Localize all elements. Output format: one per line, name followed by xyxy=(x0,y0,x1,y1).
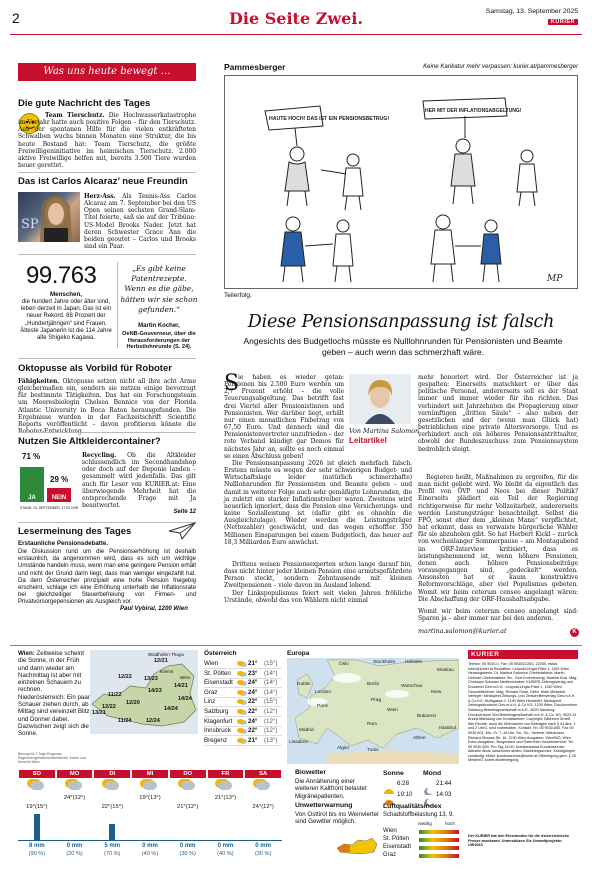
poll-nein-value: 29 % xyxy=(50,475,69,484)
letter-author: Paul Vybiral, 1200 Wien xyxy=(120,605,188,612)
city-temp: 24° xyxy=(248,679,258,687)
europe-city-label: Rom xyxy=(367,722,378,727)
city-temp-low: (15°) xyxy=(264,698,278,706)
editorial-headline: Diese Pensionsanpassung ist falsch xyxy=(247,312,555,332)
poll-text xyxy=(82,452,196,509)
forecast-rain: 0 mm xyxy=(142,843,158,849)
divider xyxy=(18,254,196,255)
luft-row xyxy=(383,852,463,859)
seven-day-forecast xyxy=(18,770,282,862)
mond-title: Mond xyxy=(423,770,442,777)
city-temp-low: (14°) xyxy=(264,679,278,687)
forecast-weather-icon xyxy=(68,781,82,790)
editorial-col3-a: mehr honoriert wird. Der Österreicher ist ja gespalten: Einerseits matschkert er über das politische Personal, andererseits soll es der Staat immer und immer wieder für ihn richten. Das verhindert seit Jahrzehnten die Propagierung einer vernünftigen „dritten Säule“ – also neben der gesetzlichen und der (wenn man Glück hat) betrieblichen eine private Altersvorsorge. Und es verhindert auch ein höheres Pensionsantrittsalter, obwohl der Bundeszuschuss zum Pensionssystem bedrohlich steigt. xyxy=(418,374,578,453)
city-name: Bregenz xyxy=(204,736,228,744)
city-temp: 21° xyxy=(248,660,258,667)
big-number: 99.763 xyxy=(26,262,97,289)
luft-row xyxy=(383,844,463,851)
map-temp: 13/23 xyxy=(144,676,158,682)
cartoon-drawing xyxy=(225,76,577,288)
city-temp-low: (13°) xyxy=(264,736,278,744)
luft-low-label: niedrig xyxy=(418,821,432,826)
forecast-day: SO xyxy=(19,770,55,778)
partly-cloudy-icon xyxy=(237,728,244,733)
number-text: die hundert Jahre oder älter sind, leben derzeit in Japan. Das ist ein neuer Rekord. 88 Prozent der „Hundertjährigen“ sind Frauen. Älteste Japanerin ist die 114 Jahre alte Shigeko Kagawa. xyxy=(20,299,112,342)
europe-city-label: Helsinki xyxy=(405,660,422,665)
partly-cloudy-icon xyxy=(237,671,244,676)
luft-city: Wien xyxy=(383,828,397,834)
robots-text xyxy=(18,378,196,435)
luft-row xyxy=(383,828,463,835)
quote-text: „Es gibt keine Patentrezepte. Wenn es die gäbe, hätten wir sie schon gefunden.“ xyxy=(120,264,198,314)
forecast-temp: 24°(12°) xyxy=(63,795,86,801)
forecast-day: DI xyxy=(94,770,130,778)
poll-ref: Seite 12 xyxy=(173,509,196,515)
forecast-day: FR xyxy=(208,770,244,778)
luft-level-bar xyxy=(419,854,459,858)
kurier-k-icon: K xyxy=(570,628,579,637)
europe-city-label: Stockholm xyxy=(373,660,396,665)
map-temp: 14/24 xyxy=(164,706,178,712)
editorial-col1-a: ie haben es wieder getan: Pensionen bis 2.500 Euro werden um 2,7 Prozent erhöht – die volle Teuerungsabgeltung. Das betrifft fast drei Viertel aller Pensionistinnen und Pensionisten. Wer darüber liegt, erhält nur einen monatlichen Fixbetrag von 67,50 Euro. Und dennoch sind die Pensionistenvertreter unzufrieden – der rote Verband kündigt gar Demos für nächstes Jahr an, sollte es noch einmal so einen Abschluss geben! xyxy=(224,374,344,460)
map-temp: 14/24 xyxy=(178,696,192,702)
weather-rule xyxy=(10,645,582,646)
svg-text:SP: SP xyxy=(21,217,39,232)
alcaraz-title: Das ist Carlos Alcaraz’ neue Freundin xyxy=(18,176,188,187)
europe-city-label: Madrid xyxy=(299,728,314,733)
city-temp: 22° xyxy=(248,727,258,735)
robots-lead: Fähigkeiten. xyxy=(18,378,60,385)
city-row xyxy=(204,689,282,698)
sunset-time: 19:10 xyxy=(397,791,413,798)
europa-title: Europa xyxy=(287,650,310,657)
weather-credit: Besorgt für 7-Tage-Prognose, Regenmenge/Wahrscheinlichkeit, Sonne und Mond ist Wien xyxy=(18,752,86,765)
city-name: St. Pölten xyxy=(204,669,231,677)
city-temp-low: (15°) xyxy=(264,660,278,667)
author-email: martina.salomon@kurier.at xyxy=(418,627,507,635)
city-temp-low: (12°) xyxy=(264,708,278,715)
alcaraz-text xyxy=(84,193,196,250)
forecast-day: MO xyxy=(57,770,93,778)
forecast-temp: 19°(15°) xyxy=(26,804,48,810)
luft-city: St. Pölten xyxy=(383,836,410,842)
editorial-col3 xyxy=(418,374,578,453)
poll-nein-label: NEIN xyxy=(51,495,67,501)
forecast-temp: 24°(12°) xyxy=(252,804,274,810)
partly-cloudy-icon xyxy=(237,661,244,666)
city-temp-low: (14°) xyxy=(264,669,278,677)
divider xyxy=(18,432,196,433)
sonne-title: Sonne xyxy=(383,770,404,777)
poll-ja-label: JA xyxy=(28,495,36,501)
good-news-title: Die gute Nachricht des Tages xyxy=(18,98,151,109)
letter-text: Die Diskussion rund um die Pensionserhöhung ist deshalb erstaunlich, da angenommen wird, dass es sich um wichtige Umstände handeln muss, wenn man eine geringere Pension erhält und nicht der Grund darin liegt, dass man weniger eingezahlt hat. Da dem Österreicher prinzipiell eine hohe Pension freigebig erscheint, schlage ich eine Erhöhung unterhalb der Inflationsrate bei gleichzeitiger Steuerbefreiung von Firmen- und Privatvorsorgepensionen als Ausgleich vor. xyxy=(18,548,196,606)
cartoon-signature: MP xyxy=(547,274,563,284)
divider xyxy=(18,358,196,359)
map-temp: 14/21 xyxy=(174,683,188,689)
partly-cloudy-icon xyxy=(237,699,244,704)
map-temp: 12/21 xyxy=(154,658,168,664)
biowetter-text: Die Annäherung einer weiteren Kaltfront belastet Migränepatienten. xyxy=(295,778,367,800)
oesterreich-title: Österreich xyxy=(204,650,237,657)
page-number: 2 xyxy=(12,10,20,26)
robots-title: Oktopusse als Vorbild für Roboter xyxy=(18,363,172,374)
topic-banner: Was uns heute bewegt … xyxy=(18,63,196,81)
europe-city-label: London xyxy=(315,690,332,695)
sign-1: HAUTE HOCH! DAS IST EIN PENSIONSBETRUG! xyxy=(269,116,390,122)
poll-body: Ob die Altkleider schlussendlich im Secondhandshop oder doch auf der Deponie landen – gesammelt wird jedenfalls. Das gilt auch für Leser von KURIER.at: Eine überwiegende Mehrheit hat die entsprechende Frage mit Ja beantwortet. xyxy=(82,452,197,510)
forecast-day: DO xyxy=(170,770,206,778)
editorial-col1-b: Die Pensionsanpassung 2026 ist gleich mehrfach falsch. Erstens müsste es wegen der sehr schwierigen Budget- und Wirtschaftslage leider (natürlich schmerzhafte) Nulllohnrunden für Pensionisten und Beamte geben – und damit in weiterer Folge auch sehr gemäßigte Lohnrunden, die ja zuletzt ein starker Inflationstreiber waren. Zweitens wird neuerlich ignoriert, dass die Pension eine Versicherungs- und keine Sozialleistung ist (dafür gibt es ohnehin die Ausgleichzulage). Wieder werden die Leistungsträger (Nettozahler) geschwächt, und das wegen erhoffter 350 Millionen Einsparungen bei einem Budgetloch, das heuer auf 18,3 Milliarden Euro anwächst. xyxy=(224,460,412,546)
europe-city-label: Istanbul xyxy=(439,726,456,731)
luft-row xyxy=(383,836,463,843)
forecast-weather-icon xyxy=(256,781,270,790)
forecast-rain: 8 mm xyxy=(29,843,45,849)
moonset-time: 14:03 xyxy=(436,791,452,798)
forecast-rain: 0 mm xyxy=(255,843,271,849)
warning-map-icon xyxy=(336,836,378,856)
europe-city-label: Lissabon xyxy=(289,740,309,745)
forecast-weather-icon xyxy=(143,781,157,790)
luft-level-bar xyxy=(419,838,459,842)
robots-body: Oktopusse setzen nicht all ihre acht Arme gleichermaßen ein, sondern sie nutzen einige bevorzugt für bestimmte Tätigkeiten. Das hat ein Forschungsteam um Meeresbiologin Chelsea Bennice von der Florida Atlantic University in Boca Raton herausgefunden. Die Ergebnisse wurden in der Fachzeitschrift Scientific Reports veröffentlicht – davon profitieren könnte die xyxy=(18,378,196,428)
brooks-nader-photo xyxy=(18,192,80,242)
sunrise-icon xyxy=(383,780,395,788)
city-temp-low: (12°) xyxy=(264,717,278,725)
sunrise-time: 6:28 xyxy=(397,780,410,787)
alcaraz-body: Als Tennis-Ass Carlos Alcaraz am 7. September bei den US Open seinen sechsten Grand-Slam-Titel feierte, saß sie auf der Tribüne: US-Model Brooks Nader. Jetzt hat deren Schwester Grace Ann die beiden geoutet – Carlos und Brooks sind ein Paar. xyxy=(84,193,197,251)
forecast-rain-probability: (30 %) xyxy=(179,851,196,857)
forecast-weather-icon xyxy=(30,781,44,790)
map-temp: 11/22 xyxy=(108,692,122,698)
partly-cloudy-icon xyxy=(237,680,244,685)
weather-austria-body: Zeitweise scheint die Sonne, in der Früh und dann wieder am Nachmittag ist aber mit einzelnen Schauern zu rechnen. Niederösterreich: Ein paar Schauer ziehen durch, ab Mittag sind vereinzelt Blitz und Donner dabei. Dazwischen zeigt sich die Sonne. xyxy=(18,650,90,738)
forecast-rain: 0 mm xyxy=(217,843,234,849)
brand-logo: KURIER xyxy=(548,19,578,25)
europe-city-label: Athen xyxy=(413,736,426,741)
city-temp: 24° xyxy=(248,717,258,725)
cartoon-frame xyxy=(224,75,578,289)
partly-cloudy-icon xyxy=(237,709,244,714)
europe-city-label: Bukarest xyxy=(417,714,436,719)
city-name: Salzburg xyxy=(204,708,229,715)
forecast-rain-bar xyxy=(109,824,115,840)
map-label: Wien xyxy=(180,675,191,680)
alcaraz-lead: Herz-Ass. xyxy=(84,193,116,200)
city-temp: 23° xyxy=(248,669,258,677)
forecast-temp: 19°(13°) xyxy=(139,795,161,801)
city-name: Klagenfurt xyxy=(204,717,233,725)
map-temp: 12/24 xyxy=(146,718,160,724)
editorial-col3-b-text: Regieren heißt, Maßnahmen zu ergreifen, für die man nicht geliebt wird. Wo bleibt da eigentlich das Profil von ÖVP und Neos bei dieser Politik? Einerseits plädiert ein Teil der Regierung richtigerweise für mehr Vollzeitarbeit, andererseits werden Leistungsträger benachteiligt. Selbst die FPÖ, sonst eher dem „kleinen Mann“ verpflichtet, hat erkannt, dass es verwaiste bürgerliche Wähler für sie abzuholen gibt. So hat Herbert Kickl – zurück von wochenlanger Sommerpause – am Montagabend im ORF-Interview kritisiert, dass es leistungshemmend ist, wenn höhere Pensionen, denen auch höhere Pensionsbeiträge vorausgegangen sind, „gedeckelt“ werden. Ansonsten hat er kaum konstruktive Reformvorschläge, aber viel Populismus geboten. Womit wir beim ceterum censeo angelangt wären: Die Abschaffung der ORF-Haushaltsabgabe. xyxy=(418,474,578,603)
luft-level-bar xyxy=(419,830,459,834)
sign-2: HER MIT DER INFLATIONSABGELTUNG! xyxy=(425,108,522,114)
forecast-rain: 0 mm xyxy=(66,843,83,849)
forecast-rain: 0 mm xyxy=(179,843,196,849)
city-row xyxy=(204,718,282,727)
editorial-col1-d: Der Linkspopulismus feiert seit vielen Jahren fröhliche Urstände, obwohl das von Wählern nicht einmal xyxy=(224,590,412,605)
cartoon-artist: Pammesberger xyxy=(224,62,286,72)
unwetter-text: Von Osttirol bis ins Weinviertel sind Gewitter möglich. xyxy=(295,811,379,826)
author-photo xyxy=(349,374,411,424)
city-name: Eisenstadt xyxy=(204,679,233,687)
city-temp: 22° xyxy=(248,708,258,715)
luft-high-label: hoch xyxy=(445,821,455,826)
impressum-brand: KURIER xyxy=(468,650,578,659)
weather-wien-label: Wien: xyxy=(18,650,35,657)
editorial-col1-c: Drittens weisen Pensionsexperten schon lange darauf hin, dass nicht hinter jeder kleinen Pension eine armutsgefährdete Person steckt, sondern Zehntausende mit kleinen Zweitpensionen – viele davon im Ausland lebend. xyxy=(224,561,412,590)
europe-city-label: Prag xyxy=(371,698,382,703)
forecast-day: SA xyxy=(245,770,281,778)
city-temp: 24° xyxy=(248,688,258,696)
header-rule xyxy=(10,34,582,35)
forecast-rain-bar xyxy=(34,814,40,840)
forecast-rain-probability: (40 %) xyxy=(141,851,159,857)
luft-level-bar xyxy=(419,846,459,850)
map-temp: 14/23 xyxy=(148,688,162,694)
partly-cloudy-icon xyxy=(237,738,244,743)
forecast-weather-icon xyxy=(105,781,119,790)
city-temp-low: (14°) xyxy=(264,688,278,696)
poll-chart xyxy=(20,452,79,510)
luft-subtitle: Schadstoffbelastung 13. 9. xyxy=(383,812,454,818)
sunset-icon xyxy=(383,791,395,799)
poll-ja-value: 71 % xyxy=(22,452,41,461)
luft-city: Eisenstadt xyxy=(383,844,412,850)
europe-city-label: Oslo xyxy=(339,662,349,667)
editorial-col1 xyxy=(224,371,344,460)
forecast-temp: 22°(15°) xyxy=(101,804,123,810)
map-temp: 12/22 xyxy=(118,674,132,680)
page-title: Die Seite Zwei. xyxy=(229,9,363,28)
editorial-kicker: Leitartikel xyxy=(349,436,387,445)
europe-city-label: Moskau xyxy=(437,668,454,673)
luft-city: Graz xyxy=(383,852,397,858)
europe-city-label: Dublin xyxy=(297,682,311,687)
letter-subtitle: Erstaunliche Pensionsdebatte. xyxy=(18,540,109,547)
forecast-weather-icon xyxy=(218,781,232,790)
europe-city-label: Berlin xyxy=(367,682,380,687)
weather-austria-text xyxy=(18,650,90,738)
map-temp: 11/24 xyxy=(118,718,132,724)
austria-map xyxy=(90,650,198,734)
unwetter-title: Unwetterwarnung xyxy=(295,802,353,809)
city-row xyxy=(204,679,282,688)
forecast-temp: 21°(13°) xyxy=(214,795,237,801)
forecast-rain-probability: (20 %) xyxy=(66,851,83,857)
editorial-col3-c xyxy=(418,608,578,622)
good-news-lead: Team Tierschutz. xyxy=(45,112,105,119)
city-temp-low: (12°) xyxy=(264,727,278,735)
city-name: Wien xyxy=(204,660,219,667)
editorial-col1-cont xyxy=(224,460,412,546)
map-label: Krems xyxy=(160,669,174,674)
author-byline: Von Martina Salomon xyxy=(349,427,420,435)
paper-plane-icon xyxy=(168,522,196,544)
editorial-subhead: Angesichts des Budgetlochs müsste es Nulllohnrunden für Pensionisten und Beamte geben – auch wenn das schmerzhaft wäre. xyxy=(243,336,563,357)
europe-city-label: Kiew xyxy=(431,690,442,695)
divider xyxy=(18,172,196,173)
city-row xyxy=(204,698,282,707)
city-name: Linz xyxy=(204,698,216,706)
quote-author: Martin Kocher, xyxy=(138,323,180,329)
city-name: Graz xyxy=(204,688,218,696)
editorial-col1-cont2 xyxy=(224,561,412,590)
drop-cap: S xyxy=(224,371,240,396)
europe-city-label: Algier xyxy=(337,746,350,751)
forecast-baseline xyxy=(18,840,282,841)
forecast-rain-probability: (40 %) xyxy=(217,851,234,857)
editorial-col3-c-text: Womit wir beim ceterum censeo angelangt sind: Sparen ja – aber immer nur bei den anderen. xyxy=(418,608,578,623)
poll-stand: STAND: 13. SEPTEMBER, 17:00 UHR xyxy=(20,506,79,510)
forecast-weather-icon xyxy=(181,781,195,790)
city-name: Innsbruck xyxy=(204,727,231,735)
quote-role: OeNB-Gouverneur, über die Herausforderungen der Herbstlohnrunde (S. 24). xyxy=(122,331,196,351)
map-temp: 12/22 xyxy=(102,704,116,710)
impressum-text: Telefon: 05 9030-0, Fax: 05 9030/22263, 22265, eMail: leser@kurier.at Redaktion: Leopold-Ungar-Platz 1, 1190 Wien Herausgeberin: Dr. Martina Salomon Chefredakteur: Martin Gebhart Chefredakteur Stv.: Gert Korentschnig, Martina Kusi, Mag. Christoph Schwarz Medieninhaber: KURIER Zeitungsverlag und Druckerei Ges.m.b.H., Leopold-Ungar-Platz 1, 1190 Wien Geschäftsführer: Mag. Richard Grasl, Dkfm. Mark Mickasch Verleger: Mediaprint Zeitungs- und Zeitschriftenverlag Ges.m.b.H. & Co KG, Muthgasse 2, 1190 Wien Hersteller: Mediaprint Zeitungsdruckerei Ges.m.b.H. & Co KG, 1230 Wien; Druckzentrum Salzburg Betriebsgesellschaft m.b.H., 5020 Salzburg; Druckzentrum Süd Betriebsgesellschaft m.b.H. & Co. KG, 9023 St. Andrä Abbildung von Kunstwerken: Copyright: Bildrecht GmbH. Alle Rechte, auch die Übernahme von Beiträgen nach § 44 Abs. 1 und 2 UrhG, sind vorbehalten. Kontakt: Tel. 05 9030-600, Fax 05 9030-601, Mo.–Fr. 7–16 Uhr, Sa., So.: Vertrieb: Wiedmann, Richard-Strauss-Str. 16, 1230 Wien Ausgaben: Wien/NÖ, Wien Extra-Ausgaben, Burgenland und Österreich Kundenservice: Tel. 05 9030-600. Pro Tag 18.00; Krankenkassa Kundenservice Aktuelle Abos: www.kurier.at/abo; Marketingservice: Kündigungen zuständig; eMail: kundenservice@kurier.at Offenlegung gem. § 25 MedienG: kurier.at/offenlegung xyxy=(468,662,578,763)
europe-map xyxy=(287,658,459,764)
poll-lead: Recycling. xyxy=(82,452,117,459)
forecast-rain-probability: (90 %) xyxy=(28,851,46,857)
moonrise-time: 21:44 xyxy=(436,780,452,787)
forecast-rain: 5 mm xyxy=(104,843,121,849)
city-row xyxy=(204,737,282,746)
impressum-footer: Der KURIER hat den Ehrenkodex für die österreichische Presse anerkannt. Unterstützen Sie Umweltprojekte: UW1063 xyxy=(468,834,570,848)
partly-cloudy-icon xyxy=(237,719,244,724)
editorial-col1-cont3 xyxy=(224,590,412,604)
number-label: Menschen, xyxy=(50,291,82,298)
city-row xyxy=(204,708,282,717)
biowetter-title: Biowetter xyxy=(295,769,326,776)
city-row xyxy=(204,660,282,669)
forecast-day: MI xyxy=(132,770,168,778)
cartoon-promo: Keine Karikatur mehr verpassen: kurier.at/pammesberger xyxy=(423,63,578,70)
forecast-temp: 21°(12°) xyxy=(176,804,199,810)
europe-city-label: Tunis xyxy=(367,748,379,753)
good-news-body: Die Hochwasserkatastrophe im Vorjahr hatte auch positive Folgen – für den Tierschutz. Aus der spontanen Hilfe für die vielen entkräfteten Schwalben wuchs binnen Monaten eine Struktur, die bis heute Bestand hat: Team Tierschutz, die größte Freiwilligeninitiative im heimischen Tierschutz. 2.000 aktive Freiwillige helfen mit, bereits 3.500 Tiere wurden heuer gerettet. xyxy=(18,112,197,170)
poll-title: Nutzen Sie Altkleidercontainer? xyxy=(18,436,161,447)
editorial-col3-b xyxy=(418,474,578,608)
city-temp: 21° xyxy=(248,736,258,744)
europe-city-label: Paris xyxy=(317,704,328,709)
forecast-rain-probability: (30 %) xyxy=(254,851,272,857)
date-line: Samstag, 13. September 2025 xyxy=(485,8,578,15)
europe-city-label: Wien xyxy=(387,708,398,713)
map-temp: 13/21 xyxy=(92,710,106,716)
map-label: Waidhofen Thaya xyxy=(148,652,184,657)
partly-cloudy-icon xyxy=(237,690,244,695)
luft-title: Luftqualitätsindex xyxy=(383,803,442,810)
europe-city-label: Warschau xyxy=(401,684,423,689)
good-news-text xyxy=(18,112,196,169)
city-temp: 22° xyxy=(248,698,258,706)
map-temp: 12/20 xyxy=(126,700,140,706)
letter-title: Lesermeinung des Tages xyxy=(18,526,132,537)
city-row xyxy=(204,670,282,679)
cartoon-caption: Teilerfolg. xyxy=(224,292,252,299)
forecast-rain-probability: (70 %) xyxy=(104,851,121,857)
city-row xyxy=(204,727,282,736)
